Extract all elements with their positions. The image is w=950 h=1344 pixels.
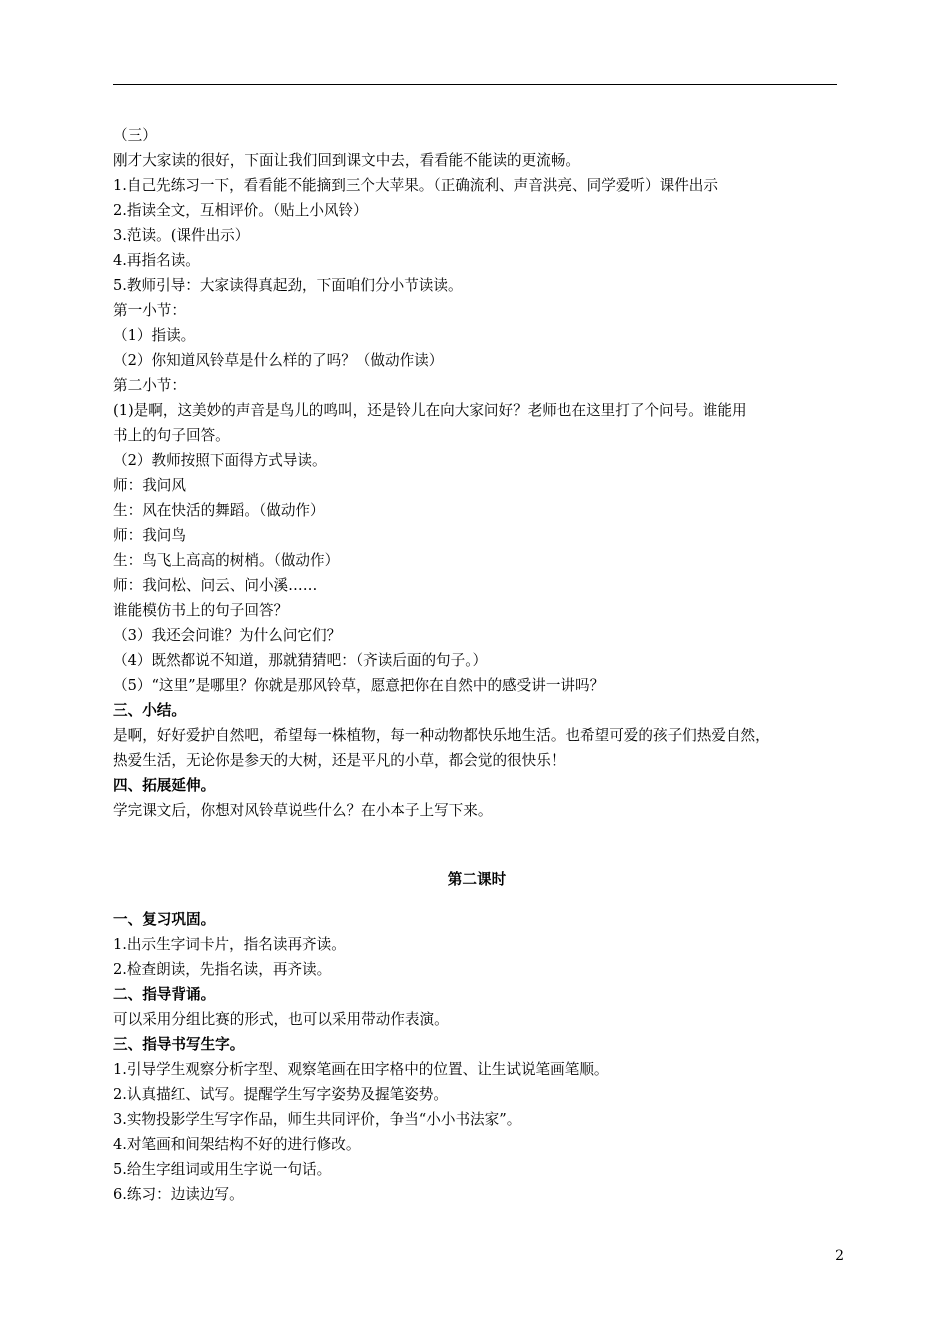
text-line: （3）我还会问谁？为什么问它们？ <box>113 627 342 644</box>
second-lesson-title: 第二课时 <box>447 871 507 888</box>
text-line: 4.再指名读。 <box>113 252 200 269</box>
text-line: 2.指读全文，互相评价。（贴上小风铃） <box>113 202 368 219</box>
text-line: 热爱生活，无论你是参天的大树，还是平凡的小草，都会觉的很快乐！ <box>113 752 566 769</box>
recite-heading: 二、指导背诵。 <box>113 986 216 1003</box>
text-line: （5）“这里”是哪里？你就是那风铃草，愿意把你在自然中的感受讲一讲吗？ <box>113 677 605 694</box>
text-line: 5.给生字组词或用生字说一句话。 <box>113 1161 332 1178</box>
text-line: 3.范读。(课件出示） <box>113 227 250 244</box>
text-line: 生：风在快活的舞蹈。（做动作） <box>113 502 325 519</box>
text-line: 可以采用分组比赛的形式，也可以采用带动作表演。 <box>113 1011 449 1028</box>
text-line: （1）指读。 <box>113 327 196 344</box>
text-line: 5.教师引导：大家读得真起劲，下面咱们分小节读读。 <box>113 277 463 294</box>
text-line: (1)是啊，这美妙的声音是鸟儿的鸣叫，还是铃儿在向大家问好？老师也在这里打了个问号。谁能用 <box>113 402 747 419</box>
text-line: 是啊，好好爱护自然吧，希望每一株植物，每一种动物都快乐地生活。也希望可爱的孩子们热爱自然， <box>113 727 770 744</box>
page-number: 2 <box>835 1248 844 1264</box>
text-line: 谁能模仿书上的句子回答？ <box>113 602 289 619</box>
text-line: 4.对笔画和间架结构不好的进行修改。 <box>113 1136 361 1153</box>
text-line: （三） <box>113 127 157 144</box>
text-line: 生：鸟飞上高高的树梢。（做动作） <box>113 552 340 569</box>
text-line: 学完课文后，你想对风铃草说些什么？在小本子上写下来。 <box>113 802 493 819</box>
text-line: （4）既然都说不知道，那就猜猜吧：（齐读后面的句子。） <box>113 652 488 669</box>
text-line: （2）你知道风铃草是什么样的了吗？（做动作读） <box>113 352 444 369</box>
reading-practice-section <box>113 123 841 698</box>
text-line: 书上的句子回答。 <box>113 427 230 444</box>
document-body <box>113 123 841 1207</box>
text-line: 1.自己先练习一下，看看能不能摘到三个大苹果。（正确流利、声音洪亮、同学爱听）课件出示 <box>113 177 718 194</box>
text-line: 师：我问松、问云、问小溪…… <box>113 577 318 594</box>
text-line: 2.检查朗读，先指名读，再齐读。 <box>113 961 332 978</box>
text-line: 6.练习：边读边写。 <box>113 1186 244 1203</box>
review-heading: 一、复习巩固。 <box>113 911 216 928</box>
text-line: 3.实物投影学生写字作品，师生共同评价，争当“小小书法家”。 <box>113 1111 522 1128</box>
text-line: 师：我问风 <box>113 477 186 494</box>
text-line: 师：我问鸟 <box>113 527 186 544</box>
extension-heading: 四、拓展延伸。 <box>113 777 216 794</box>
text-line: 第一小节： <box>113 302 186 319</box>
text-line: 第二小节： <box>113 377 186 394</box>
text-line: 2.认真描红、试写。提醒学生写字姿势及握笔姿势。 <box>113 1086 448 1103</box>
text-line: （2）教师按照下面得方式导读。 <box>113 452 327 469</box>
text-line: 1.出示生字词卡片，指名读再齐读。 <box>113 936 346 953</box>
text-line: 刚才大家读的很好，下面让我们回到课文中去，看看能不能读的更流畅。 <box>113 152 581 169</box>
writing-heading: 三、指导书写生字。 <box>113 1036 245 1053</box>
text-line: 1.引导学生观察分析字型、观察笔画在田字格中的位置、让生试说笔画笔顺。 <box>113 1061 609 1078</box>
header-rule <box>113 84 837 85</box>
summary-heading: 三、小结。 <box>113 702 186 719</box>
